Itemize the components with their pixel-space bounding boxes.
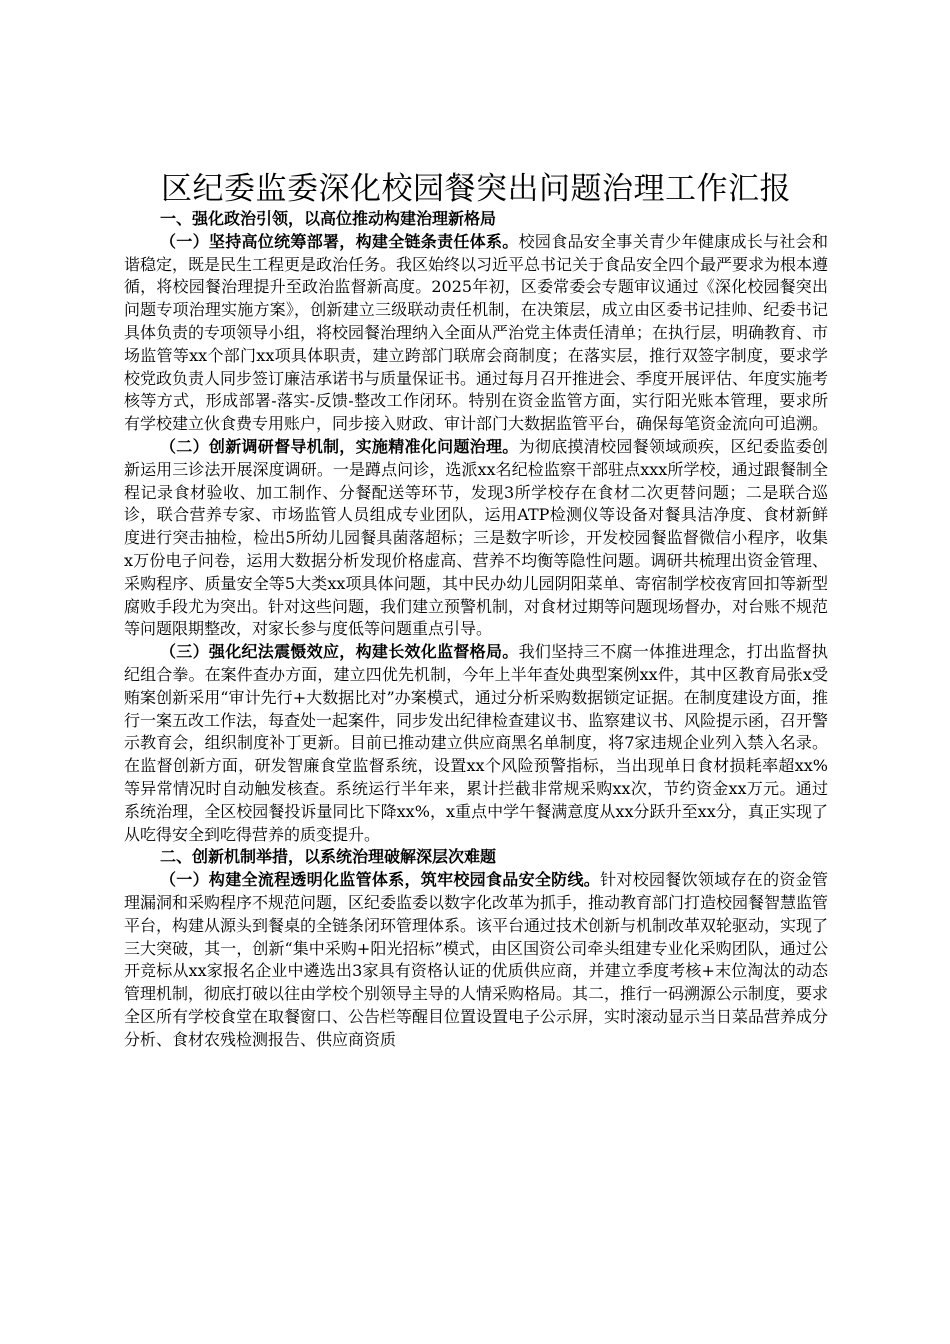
- section-heading-1: 一、强化政治引领，以高位推动构建治理新格局: [160, 209, 497, 228]
- section-heading-2: 二、创新机制举措，以系统治理破解深层次难题: [160, 847, 497, 867]
- paragraph-body: 校园食品安全事关青少年健康成长与社会和谐稳定，既是民生工程更是政治任务。我区始终以习近平总书记关于食品安全四个最严要求为根本遵循，将校园餐治理提升至政治监督新高度。2025年初，区委常委会专题审议通过《深化校园餐突出问题专项治理实施方案》，创新建立三级联动责任机制，在决策层，成立由区委书记挂帅、纪委书记具体负责的专项领导小组，将校园餐治理纳入全面从严治党主体责任清单；在执行层，明确教育、市场监管等xx个部门xx项具体职责，建立跨部门联席会商制度；在落实层，推行双签字制度，要求学校党政负责人同步签订廉洁承诺书与质量保证书。通过每月召开推进会、季度开展评估、年度实施考核等方式，形成部署-落实-反馈-整改工作闭环。特别在资金监管方面，实行阳光账本管理，要求所有学校建立伙食费专用账户，同步接入财政、审计部门大数据监管平台，确保每笔资金流向可追溯。: [124, 231, 829, 434]
- paragraph-2-1: [124, 869, 828, 1051]
- paragraph-lead: （一）坚持高位统筹部署，构建全链条责任体系。: [160, 231, 519, 251]
- paragraph-body: 我们坚持三不腐一体推进理念，打出监督执纪组合拳。在案件查办方面，建立四优先机制，今年上半年查处典型案例xx件，其中区教育局张x受贿案创新采用“审计先行+大数据比对”办案模式，通过分析采购数据锁定证据。在制度建设方面，推行一案五改工作法，每查处一起案件，同步发出纪律检查建议书、监察建议书、风险提示函，召开警示教育会，组织制度补丁更新。目前已推动建立供应商黑名单制度，将7家违规企业列入禁入名录。在监督创新方面，研发智廉食堂监督系统，设置xx个风险预警指标，当出现单日食材损耗率超xx%等异常情况时自动触发核查。系统运行半年来，累计拦截非常规采购xx次，节约资金xx万元。通过系统治理，全区校园餐投诉量同比下降xx%，x重点中学午餐满意度从xx分跃升至xx分，真正实现了从吃得安全到吃得营养的质变提升。: [124, 642, 829, 844]
- paragraph-1-2: [124, 436, 828, 641]
- paragraph-body: 针对校园餐饮领域存在的资金管理漏洞和采购程序不规范问题，区纪委监委以数字化改革为抓手，推动教育部门打造校园餐智慧监管平台，构建从源头到餐桌的全链条闭环管理体系。该平台通过技术创新与机制改革双轮驱动，实现了三大突破，其一，创新“集中采购+阳光招标”模式，由区国资公司牵头组建专业化采购团队，通过公开竞标从xx家报名企业中遴选出3家具有资格认证的优质供应商，并建立季度考核+末位淘汰的动态管理机制，彻底打破以往由学校个别领导主导的人情采购格局。其二，推行一码溯源公示制度，要求全区所有学校食堂在取餐窗口、公告栏等醒目位置设置电子公示屏，实时滚动显示当日菜品营养成分分析、食材农残检测报告、供应商资质: [124, 870, 829, 1049]
- document-title: 区纪委监委深化校园餐突出问题治理工作汇报: [161, 171, 791, 207]
- paragraph-lead: （二）创新调研督导机制，实施精准化问题治理。: [160, 436, 519, 456]
- paragraph-lead: （一）构建全流程透明化监管体系，筑牢校园食品安全防线。: [160, 870, 601, 890]
- paragraph-1-1: [124, 231, 828, 436]
- paragraph-lead: （三）强化纪法震慑效应，构建长效化监督格局。: [160, 642, 519, 662]
- paragraph-1-3: [124, 641, 828, 846]
- paragraph-body: 为彻底摸清校园餐领域顽疾，区纪委监委创新运用三诊法开展深度调研。一是蹲点问诊，选派xx名纪检监察干部驻点xxx所学校，通过跟餐制全程记录食材验收、加工制作、分餐配送等环节，发现3所学校存在食材二次更替问题；二是联合巡诊，联合营养专家、市场监管人员组成专业团队，运用ATP检测仪等设备对餐具洁净度、食材新鲜度进行突击抽检，检出5所幼儿园餐具菌落超标；三是数字听诊，开发校园餐监督微信小程序，收集x万份电子问卷，运用大数据分析发现价格虚高、营养不均衡等隐性问题。调研共梳理出资金管理、采购程序、质量安全等5大类xx项具体问题，其中民办幼儿园阴阳菜单、寄宿制学校夜宵回扣等新型腐败手段尤为突出。针对这些问题，我们建立预警机制，对食材过期等问题现场督办，对台账不规范等问题限期整改，对家长参与度低等问题重点引导。: [124, 436, 829, 639]
- document-page: [124, 170, 828, 1051]
